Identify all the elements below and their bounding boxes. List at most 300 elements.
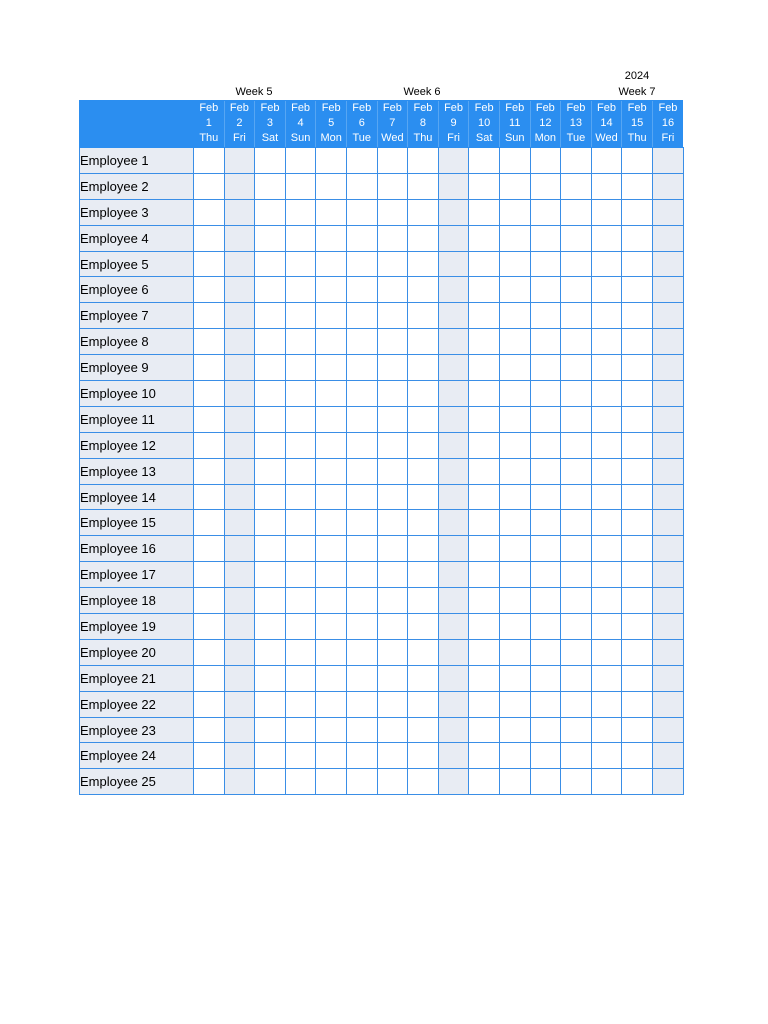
schedule-cell[interactable] xyxy=(224,484,255,510)
schedule-cell[interactable] xyxy=(591,458,622,484)
schedule-cell[interactable] xyxy=(194,381,225,407)
schedule-cell[interactable] xyxy=(194,562,225,588)
schedule-cell[interactable] xyxy=(285,381,316,407)
schedule-cell[interactable] xyxy=(194,510,225,536)
schedule-cell[interactable] xyxy=(408,303,439,329)
schedule-cell[interactable] xyxy=(285,432,316,458)
schedule-cell[interactable] xyxy=(408,743,439,769)
schedule-cell[interactable] xyxy=(530,432,561,458)
schedule-cell[interactable] xyxy=(499,639,530,665)
schedule-cell[interactable] xyxy=(285,536,316,562)
schedule-cell[interactable] xyxy=(652,536,683,562)
schedule-cell[interactable] xyxy=(530,173,561,199)
schedule-cell[interactable] xyxy=(255,406,286,432)
schedule-cell[interactable] xyxy=(316,173,347,199)
schedule-cell[interactable] xyxy=(255,251,286,277)
schedule-cell[interactable] xyxy=(224,536,255,562)
schedule-cell[interactable] xyxy=(346,588,377,614)
schedule-cell[interactable] xyxy=(346,406,377,432)
schedule-cell[interactable] xyxy=(561,432,592,458)
schedule-cell[interactable] xyxy=(469,717,500,743)
schedule-cell[interactable] xyxy=(438,588,469,614)
schedule-cell[interactable] xyxy=(377,588,408,614)
schedule-cell[interactable] xyxy=(194,588,225,614)
schedule-cell[interactable] xyxy=(285,562,316,588)
schedule-cell[interactable] xyxy=(438,329,469,355)
schedule-cell[interactable] xyxy=(224,510,255,536)
schedule-cell[interactable] xyxy=(285,173,316,199)
schedule-cell[interactable] xyxy=(377,432,408,458)
schedule-cell[interactable] xyxy=(408,225,439,251)
schedule-cell[interactable] xyxy=(408,614,439,640)
schedule-cell[interactable] xyxy=(591,743,622,769)
schedule-cell[interactable] xyxy=(652,148,683,174)
schedule-cell[interactable] xyxy=(285,355,316,381)
schedule-cell[interactable] xyxy=(194,199,225,225)
schedule-cell[interactable] xyxy=(591,484,622,510)
schedule-cell[interactable] xyxy=(285,199,316,225)
schedule-cell[interactable] xyxy=(194,639,225,665)
schedule-cell[interactable] xyxy=(530,355,561,381)
schedule-cell[interactable] xyxy=(530,614,561,640)
schedule-cell[interactable] xyxy=(530,588,561,614)
schedule-cell[interactable] xyxy=(561,639,592,665)
schedule-cell[interactable] xyxy=(561,588,592,614)
schedule-cell[interactable] xyxy=(224,406,255,432)
schedule-cell[interactable] xyxy=(499,173,530,199)
schedule-cell[interactable] xyxy=(408,148,439,174)
schedule-cell[interactable] xyxy=(408,562,439,588)
schedule-cell[interactable] xyxy=(316,432,347,458)
schedule-cell[interactable] xyxy=(652,225,683,251)
schedule-cell[interactable] xyxy=(285,458,316,484)
schedule-cell[interactable] xyxy=(316,717,347,743)
schedule-cell[interactable] xyxy=(499,355,530,381)
schedule-cell[interactable] xyxy=(469,225,500,251)
schedule-cell[interactable] xyxy=(316,665,347,691)
schedule-cell[interactable] xyxy=(561,173,592,199)
schedule-cell[interactable] xyxy=(255,329,286,355)
schedule-cell[interactable] xyxy=(561,484,592,510)
schedule-cell[interactable] xyxy=(224,432,255,458)
schedule-cell[interactable] xyxy=(316,484,347,510)
schedule-cell[interactable] xyxy=(377,639,408,665)
schedule-cell[interactable] xyxy=(469,458,500,484)
schedule-cell[interactable] xyxy=(530,329,561,355)
schedule-cell[interactable] xyxy=(438,743,469,769)
schedule-cell[interactable] xyxy=(561,562,592,588)
schedule-cell[interactable] xyxy=(408,458,439,484)
schedule-cell[interactable] xyxy=(561,510,592,536)
schedule-cell[interactable] xyxy=(224,355,255,381)
schedule-cell[interactable] xyxy=(652,199,683,225)
schedule-cell[interactable] xyxy=(469,665,500,691)
schedule-cell[interactable] xyxy=(499,484,530,510)
schedule-cell[interactable] xyxy=(224,743,255,769)
schedule-cell[interactable] xyxy=(377,355,408,381)
schedule-cell[interactable] xyxy=(438,510,469,536)
schedule-cell[interactable] xyxy=(316,743,347,769)
schedule-cell[interactable] xyxy=(346,691,377,717)
schedule-cell[interactable] xyxy=(622,510,653,536)
schedule-cell[interactable] xyxy=(561,614,592,640)
schedule-cell[interactable] xyxy=(285,329,316,355)
schedule-cell[interactable] xyxy=(255,665,286,691)
schedule-cell[interactable] xyxy=(285,251,316,277)
schedule-cell[interactable] xyxy=(224,251,255,277)
schedule-cell[interactable] xyxy=(530,691,561,717)
schedule-cell[interactable] xyxy=(561,536,592,562)
schedule-cell[interactable] xyxy=(469,355,500,381)
schedule-cell[interactable] xyxy=(316,614,347,640)
schedule-cell[interactable] xyxy=(408,769,439,795)
schedule-cell[interactable] xyxy=(499,562,530,588)
schedule-cell[interactable] xyxy=(346,277,377,303)
schedule-cell[interactable] xyxy=(561,329,592,355)
schedule-cell[interactable] xyxy=(561,225,592,251)
schedule-cell[interactable] xyxy=(224,225,255,251)
schedule-cell[interactable] xyxy=(194,536,225,562)
schedule-cell[interactable] xyxy=(346,148,377,174)
schedule-cell[interactable] xyxy=(530,225,561,251)
schedule-cell[interactable] xyxy=(438,562,469,588)
schedule-cell[interactable] xyxy=(591,665,622,691)
schedule-cell[interactable] xyxy=(194,251,225,277)
schedule-cell[interactable] xyxy=(591,251,622,277)
schedule-cell[interactable] xyxy=(224,639,255,665)
schedule-cell[interactable] xyxy=(530,303,561,329)
schedule-cell[interactable] xyxy=(255,173,286,199)
schedule-cell[interactable] xyxy=(438,303,469,329)
schedule-cell[interactable] xyxy=(255,484,286,510)
schedule-cell[interactable] xyxy=(652,717,683,743)
schedule-cell[interactable] xyxy=(377,536,408,562)
schedule-cell[interactable] xyxy=(530,458,561,484)
schedule-cell[interactable] xyxy=(346,562,377,588)
schedule-cell[interactable] xyxy=(255,199,286,225)
schedule-cell[interactable] xyxy=(622,562,653,588)
schedule-cell[interactable] xyxy=(377,510,408,536)
schedule-cell[interactable] xyxy=(652,665,683,691)
schedule-cell[interactable] xyxy=(408,484,439,510)
schedule-cell[interactable] xyxy=(377,225,408,251)
schedule-cell[interactable] xyxy=(622,691,653,717)
schedule-cell[interactable] xyxy=(285,769,316,795)
schedule-cell[interactable] xyxy=(530,381,561,407)
schedule-cell[interactable] xyxy=(285,614,316,640)
schedule-cell[interactable] xyxy=(224,769,255,795)
schedule-cell[interactable] xyxy=(530,665,561,691)
schedule-cell[interactable] xyxy=(316,355,347,381)
schedule-cell[interactable] xyxy=(652,484,683,510)
schedule-cell[interactable] xyxy=(346,355,377,381)
schedule-cell[interactable] xyxy=(469,406,500,432)
schedule-cell[interactable] xyxy=(224,458,255,484)
schedule-cell[interactable] xyxy=(530,562,561,588)
schedule-cell[interactable] xyxy=(591,510,622,536)
schedule-cell[interactable] xyxy=(561,458,592,484)
schedule-cell[interactable] xyxy=(622,303,653,329)
schedule-cell[interactable] xyxy=(561,665,592,691)
schedule-cell[interactable] xyxy=(652,639,683,665)
schedule-cell[interactable] xyxy=(255,510,286,536)
schedule-cell[interactable] xyxy=(377,148,408,174)
schedule-cell[interactable] xyxy=(377,484,408,510)
schedule-cell[interactable] xyxy=(377,458,408,484)
schedule-cell[interactable] xyxy=(561,743,592,769)
schedule-cell[interactable] xyxy=(194,614,225,640)
schedule-cell[interactable] xyxy=(377,277,408,303)
schedule-cell[interactable] xyxy=(224,588,255,614)
schedule-cell[interactable] xyxy=(285,588,316,614)
schedule-cell[interactable] xyxy=(591,148,622,174)
schedule-cell[interactable] xyxy=(622,458,653,484)
schedule-cell[interactable] xyxy=(408,381,439,407)
schedule-cell[interactable] xyxy=(194,355,225,381)
schedule-cell[interactable] xyxy=(285,277,316,303)
schedule-cell[interactable] xyxy=(285,665,316,691)
schedule-cell[interactable] xyxy=(285,691,316,717)
schedule-cell[interactable] xyxy=(530,639,561,665)
schedule-cell[interactable] xyxy=(591,277,622,303)
schedule-cell[interactable] xyxy=(469,251,500,277)
schedule-cell[interactable] xyxy=(652,562,683,588)
schedule-cell[interactable] xyxy=(224,381,255,407)
schedule-cell[interactable] xyxy=(591,225,622,251)
schedule-cell[interactable] xyxy=(499,614,530,640)
schedule-cell[interactable] xyxy=(255,691,286,717)
schedule-cell[interactable] xyxy=(622,639,653,665)
schedule-cell[interactable] xyxy=(285,406,316,432)
schedule-cell[interactable] xyxy=(408,251,439,277)
schedule-cell[interactable] xyxy=(622,329,653,355)
schedule-cell[interactable] xyxy=(255,743,286,769)
schedule-cell[interactable] xyxy=(469,536,500,562)
schedule-cell[interactable] xyxy=(438,148,469,174)
schedule-cell[interactable] xyxy=(346,458,377,484)
schedule-cell[interactable] xyxy=(622,717,653,743)
schedule-cell[interactable] xyxy=(255,536,286,562)
schedule-cell[interactable] xyxy=(285,743,316,769)
schedule-cell[interactable] xyxy=(469,743,500,769)
schedule-cell[interactable] xyxy=(255,148,286,174)
schedule-cell[interactable] xyxy=(346,225,377,251)
schedule-cell[interactable] xyxy=(316,329,347,355)
schedule-cell[interactable] xyxy=(255,717,286,743)
schedule-cell[interactable] xyxy=(377,406,408,432)
schedule-cell[interactable] xyxy=(499,588,530,614)
schedule-cell[interactable] xyxy=(408,355,439,381)
schedule-cell[interactable] xyxy=(652,355,683,381)
schedule-cell[interactable] xyxy=(408,639,439,665)
schedule-cell[interactable] xyxy=(499,225,530,251)
schedule-cell[interactable] xyxy=(438,173,469,199)
schedule-cell[interactable] xyxy=(346,510,377,536)
schedule-cell[interactable] xyxy=(377,691,408,717)
schedule-cell[interactable] xyxy=(622,199,653,225)
schedule-cell[interactable] xyxy=(346,717,377,743)
schedule-cell[interactable] xyxy=(591,406,622,432)
schedule-cell[interactable] xyxy=(622,406,653,432)
schedule-cell[interactable] xyxy=(194,406,225,432)
schedule-cell[interactable] xyxy=(591,691,622,717)
schedule-cell[interactable] xyxy=(224,148,255,174)
schedule-cell[interactable] xyxy=(377,173,408,199)
schedule-cell[interactable] xyxy=(499,251,530,277)
schedule-cell[interactable] xyxy=(561,381,592,407)
schedule-cell[interactable] xyxy=(469,303,500,329)
schedule-cell[interactable] xyxy=(346,536,377,562)
schedule-cell[interactable] xyxy=(499,510,530,536)
schedule-cell[interactable] xyxy=(591,717,622,743)
schedule-cell[interactable] xyxy=(561,406,592,432)
schedule-cell[interactable] xyxy=(377,665,408,691)
schedule-cell[interactable] xyxy=(438,432,469,458)
schedule-cell[interactable] xyxy=(469,691,500,717)
schedule-cell[interactable] xyxy=(622,381,653,407)
schedule-cell[interactable] xyxy=(438,769,469,795)
schedule-cell[interactable] xyxy=(499,406,530,432)
schedule-cell[interactable] xyxy=(652,381,683,407)
schedule-cell[interactable] xyxy=(438,484,469,510)
schedule-cell[interactable] xyxy=(194,717,225,743)
schedule-cell[interactable] xyxy=(561,277,592,303)
schedule-cell[interactable] xyxy=(346,639,377,665)
schedule-cell[interactable] xyxy=(622,251,653,277)
schedule-cell[interactable] xyxy=(346,303,377,329)
schedule-cell[interactable] xyxy=(622,277,653,303)
schedule-cell[interactable] xyxy=(561,691,592,717)
schedule-cell[interactable] xyxy=(622,355,653,381)
schedule-cell[interactable] xyxy=(255,277,286,303)
schedule-cell[interactable] xyxy=(652,769,683,795)
schedule-cell[interactable] xyxy=(499,665,530,691)
schedule-cell[interactable] xyxy=(438,536,469,562)
schedule-cell[interactable] xyxy=(346,614,377,640)
schedule-cell[interactable] xyxy=(194,329,225,355)
schedule-cell[interactable] xyxy=(377,381,408,407)
schedule-cell[interactable] xyxy=(194,665,225,691)
schedule-cell[interactable] xyxy=(652,588,683,614)
schedule-cell[interactable] xyxy=(408,173,439,199)
schedule-cell[interactable] xyxy=(499,303,530,329)
schedule-cell[interactable] xyxy=(408,277,439,303)
schedule-cell[interactable] xyxy=(194,691,225,717)
schedule-cell[interactable] xyxy=(469,148,500,174)
schedule-cell[interactable] xyxy=(499,743,530,769)
schedule-cell[interactable] xyxy=(194,458,225,484)
schedule-cell[interactable] xyxy=(285,148,316,174)
schedule-cell[interactable] xyxy=(591,614,622,640)
schedule-cell[interactable] xyxy=(255,614,286,640)
schedule-cell[interactable] xyxy=(255,769,286,795)
schedule-cell[interactable] xyxy=(408,717,439,743)
schedule-cell[interactable] xyxy=(561,717,592,743)
schedule-cell[interactable] xyxy=(408,665,439,691)
schedule-cell[interactable] xyxy=(377,329,408,355)
schedule-cell[interactable] xyxy=(285,484,316,510)
schedule-cell[interactable] xyxy=(530,251,561,277)
schedule-cell[interactable] xyxy=(530,199,561,225)
schedule-cell[interactable] xyxy=(591,303,622,329)
schedule-cell[interactable] xyxy=(438,251,469,277)
schedule-cell[interactable] xyxy=(255,432,286,458)
schedule-cell[interactable] xyxy=(561,148,592,174)
schedule-cell[interactable] xyxy=(194,303,225,329)
schedule-cell[interactable] xyxy=(255,303,286,329)
schedule-cell[interactable] xyxy=(469,277,500,303)
schedule-cell[interactable] xyxy=(591,769,622,795)
schedule-cell[interactable] xyxy=(438,691,469,717)
schedule-cell[interactable] xyxy=(530,406,561,432)
schedule-cell[interactable] xyxy=(561,199,592,225)
schedule-cell[interactable] xyxy=(224,199,255,225)
schedule-cell[interactable] xyxy=(622,225,653,251)
schedule-cell[interactable] xyxy=(469,588,500,614)
schedule-cell[interactable] xyxy=(499,329,530,355)
schedule-cell[interactable] xyxy=(194,225,225,251)
schedule-cell[interactable] xyxy=(224,173,255,199)
schedule-cell[interactable] xyxy=(469,484,500,510)
schedule-cell[interactable] xyxy=(377,614,408,640)
schedule-cell[interactable] xyxy=(316,148,347,174)
schedule-cell[interactable] xyxy=(652,458,683,484)
schedule-cell[interactable] xyxy=(316,303,347,329)
schedule-cell[interactable] xyxy=(377,717,408,743)
schedule-cell[interactable] xyxy=(530,769,561,795)
schedule-cell[interactable] xyxy=(224,717,255,743)
schedule-cell[interactable] xyxy=(377,303,408,329)
schedule-cell[interactable] xyxy=(622,665,653,691)
schedule-cell[interactable] xyxy=(530,484,561,510)
schedule-cell[interactable] xyxy=(591,173,622,199)
schedule-cell[interactable] xyxy=(622,614,653,640)
schedule-cell[interactable] xyxy=(469,639,500,665)
schedule-cell[interactable] xyxy=(591,199,622,225)
schedule-cell[interactable] xyxy=(224,614,255,640)
schedule-cell[interactable] xyxy=(561,303,592,329)
schedule-cell[interactable] xyxy=(316,562,347,588)
schedule-cell[interactable] xyxy=(591,562,622,588)
schedule-cell[interactable] xyxy=(652,251,683,277)
schedule-cell[interactable] xyxy=(499,148,530,174)
schedule-cell[interactable] xyxy=(316,510,347,536)
schedule-cell[interactable] xyxy=(285,303,316,329)
schedule-cell[interactable] xyxy=(469,173,500,199)
schedule-cell[interactable] xyxy=(316,536,347,562)
schedule-cell[interactable] xyxy=(316,251,347,277)
schedule-cell[interactable] xyxy=(652,691,683,717)
schedule-cell[interactable] xyxy=(530,536,561,562)
schedule-cell[interactable] xyxy=(591,329,622,355)
schedule-cell[interactable] xyxy=(438,458,469,484)
schedule-cell[interactable] xyxy=(469,199,500,225)
schedule-cell[interactable] xyxy=(316,639,347,665)
schedule-cell[interactable] xyxy=(408,588,439,614)
schedule-cell[interactable] xyxy=(377,199,408,225)
schedule-cell[interactable] xyxy=(346,173,377,199)
schedule-cell[interactable] xyxy=(561,769,592,795)
schedule-cell[interactable] xyxy=(499,536,530,562)
schedule-cell[interactable] xyxy=(469,614,500,640)
schedule-cell[interactable] xyxy=(499,691,530,717)
schedule-cell[interactable] xyxy=(194,769,225,795)
schedule-cell[interactable] xyxy=(285,510,316,536)
schedule-cell[interactable] xyxy=(652,432,683,458)
schedule-cell[interactable] xyxy=(346,432,377,458)
schedule-cell[interactable] xyxy=(255,225,286,251)
schedule-cell[interactable] xyxy=(255,355,286,381)
